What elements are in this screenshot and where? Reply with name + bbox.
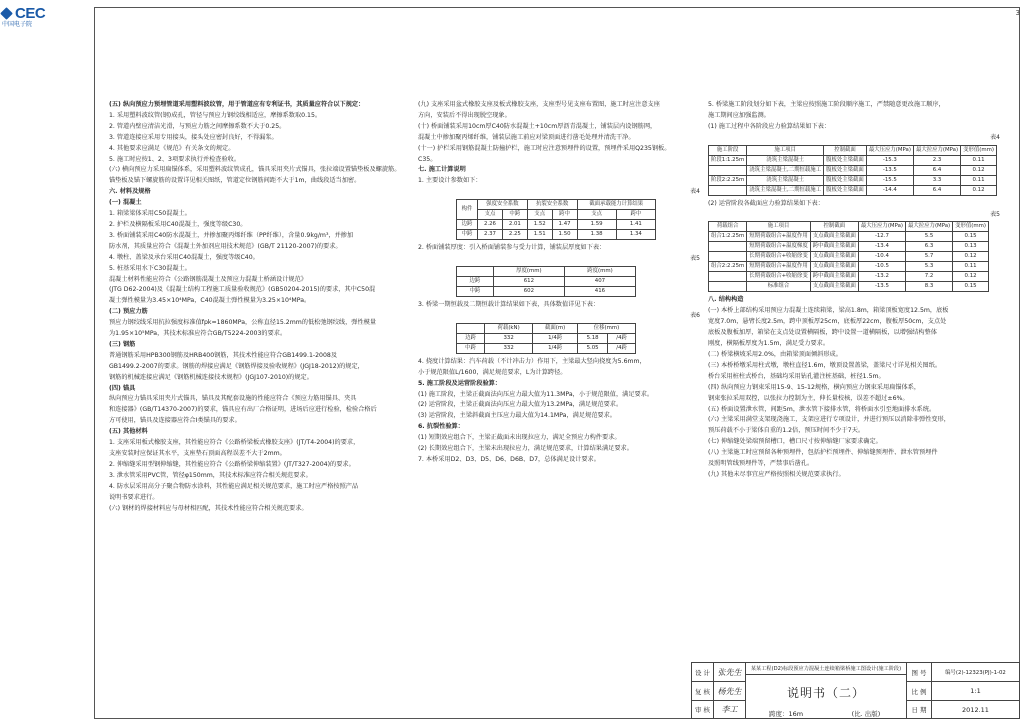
table-cell: 1/4跨 xyxy=(533,333,578,343)
paragraph-line: (一) 混凝土 xyxy=(109,199,142,207)
title-block xyxy=(691,662,1020,719)
table-cell: 荷载组合 xyxy=(709,222,747,232)
span-label: 跨度：16m xyxy=(768,709,804,718)
paragraph-line: 2. 管道内壁应清洁光滑，与预应力筋之间摩擦系数不大于0.25。 xyxy=(109,122,286,130)
paragraph-line: (1) 施工过程中各阶段应力验算结果如下表： xyxy=(708,122,831,130)
paragraph-line: 2. 桥面铺装厚度：引入桥面铺装参与受力计算，铺装层厚度如下表： xyxy=(418,244,606,252)
table-cell: 5.3 xyxy=(905,262,952,272)
table-cell: 抗裂安全系数 xyxy=(527,200,577,210)
scale-label: (比. 出版) xyxy=(851,709,881,718)
table-cell: -13.4 xyxy=(858,242,905,252)
table-cell: 长期荷载组合+收缩徐变 xyxy=(747,272,810,282)
table-cell: 支点截面主梁截面 xyxy=(810,282,858,292)
paragraph-line: 防水剂，其质量应符合《混凝土外加剂应用技术规范》(GB/T 21120-2007)的要求。 xyxy=(109,242,342,250)
paragraph-line: 和连接器》(GB/T14370-2007)的要求，锚具应有出厂合格证明，进场后应进行检验，检验合格后 xyxy=(109,406,377,414)
table-cell: 支点截面主梁截面 xyxy=(810,262,858,272)
table-cell: 中跨 xyxy=(457,230,478,240)
table-cell: 标准组合 xyxy=(747,282,810,292)
paragraph-line: (三) 本桥桥墩采用柱式墩，墩柱直径1.6m，墩顶设置盖梁，盖梁尺寸详见相关图纸。 xyxy=(708,361,942,369)
table-cell: 0.15 xyxy=(953,282,989,292)
table-cell: 支点截面主梁截面 xyxy=(810,232,858,242)
paragraph-line: (十一) 护栏采用钢筋混凝土防撞护栏，施工时应注意预埋件的设置，预埋件采用Q235钢板。 xyxy=(418,144,671,152)
table-cell: 1/4跨 xyxy=(533,343,578,353)
table-cell: 2.25 xyxy=(502,230,527,240)
table-cell: 2.37 xyxy=(478,230,503,240)
table-header-row xyxy=(457,266,636,276)
paragraph-line: 说明书要求进行。 xyxy=(109,493,159,501)
table-cell: 2.01 xyxy=(502,220,527,230)
table-row xyxy=(709,175,997,185)
paragraph-line: (2) 长期效应组合下，主梁未出现拉应力，满足规范要求，计算结果满足要求。 xyxy=(418,445,633,453)
construction-stage-table xyxy=(708,145,997,196)
table-cell: 0.11 xyxy=(961,155,997,165)
table-cell: -13.5 xyxy=(858,282,905,292)
label-date: 日 期 xyxy=(906,701,932,718)
paragraph-line: 5. 桩基采用水下C30混凝土。 xyxy=(109,264,191,272)
drawing-number: 编号(2)-12323(PJ)-1-02 xyxy=(932,663,1019,682)
table-cell: 变形值(mm) xyxy=(953,222,989,232)
table-cell: /4跨 xyxy=(608,343,636,353)
table-cell xyxy=(709,272,747,282)
table-row xyxy=(457,276,636,286)
table-cell: 中跨 xyxy=(502,210,527,220)
paragraph-line: 为1.95×10⁵MPa，其技术标准应符合GB/T5224-2003的要求。 xyxy=(109,330,287,338)
paragraph-line: 及照明管线预埋件等，严禁事后凿孔。 xyxy=(708,460,814,468)
table-cell: 跨中 xyxy=(616,210,655,220)
paragraph-line: 普通钢筋采用HPB300钢筋及HRB400钢筋，其技术性能应符合GB1499.1-2008及 xyxy=(109,351,338,359)
paragraph-line: C35。 xyxy=(418,155,437,163)
paragraph-line: 六. 材料及规格 xyxy=(109,188,151,196)
table-cell: 支点 xyxy=(478,210,503,220)
table-header-row xyxy=(457,210,656,220)
project-name: 某某工程(D2)标段预应力混凝土连续箱梁桥施工图设计(施工阶段) xyxy=(746,663,906,675)
paragraph-line: 4. 其他要求应满足《规范》有关条文的规定。 xyxy=(109,144,235,152)
paragraph-line: 钢束张拉采用双控，以张拉力控制为主，伸长量校核，误差不超过±6%。 xyxy=(708,394,909,402)
table-cell: -15.5 xyxy=(866,175,913,185)
table-cell: 截面(m) xyxy=(533,323,578,333)
table-cell: 跨中截面主梁截面 xyxy=(810,272,858,282)
table-cell: 荷载(kN) xyxy=(485,323,533,333)
paragraph-line: 5. 施工阶段及运营阶段验算： xyxy=(418,379,502,387)
table-caption: 表5 xyxy=(690,255,700,263)
table-cell: 浇筑主梁混凝土 xyxy=(747,175,824,185)
paragraph-line: 七. 施工计算说明 xyxy=(418,166,466,174)
paragraph-line: 1. 采用塑料波纹管(钢)成孔，管径与预应力钢绞线相适应，摩擦系数取0.15。 xyxy=(109,111,322,119)
paragraph-line: 底板及腹板加厚，箱梁在支点处设置横隔板，跨中设置一道横隔板，以增强结构整体 xyxy=(708,329,937,337)
table-caption: 表5 xyxy=(990,210,1000,218)
table-cell: 0.12 xyxy=(961,165,997,175)
table-cell: 中跨 xyxy=(457,286,494,296)
table-header-row xyxy=(457,323,636,333)
signature-design: 张先生 xyxy=(714,663,746,682)
table-cell: 浇筑主梁混凝土,二期恒载施工 xyxy=(747,185,824,195)
paragraph-line: (二) 桥梁横坡采用2.0%，由箱梁顶面倾斜形成。 xyxy=(708,350,842,358)
paragraph-line: (六) 主梁采用满堂支架现浇施工，支架应进行专项设计，并进行预压以消除非弹性变形， xyxy=(708,416,950,424)
table-cell: 5.05 xyxy=(578,343,608,353)
table-cell: -13.2 xyxy=(858,272,905,282)
table-cell: 支点 xyxy=(527,210,552,220)
table-cell: 3.3 xyxy=(913,175,960,185)
table-header-row xyxy=(709,222,989,232)
table-cell: 2.26 xyxy=(478,220,503,230)
signature-check: 杨先生 xyxy=(714,682,746,701)
paragraph-line: 3. 桥梁一期恒载及二期恒载计算结果如下表，具体数值详见下表： xyxy=(418,300,600,308)
paragraph-line: (八) 主梁施工时应预留各种预埋件，包括护栏预埋件、伸缩缝预埋件、泄水管预埋件 xyxy=(708,449,938,457)
paragraph-line: 混凝土中掺加聚丙烯纤维，铺装层施工前应对梁顶面进行凿毛处理并清洗干净。 xyxy=(418,133,635,141)
table-cell: 短期荷载组合+温度作用 xyxy=(747,262,810,272)
paragraph-line: 宽度7.0m，悬臂长度2.5m，跨中顶板厚25cm，底板厚22cm，腹板厚50cm，支点处 xyxy=(708,318,947,326)
table-cell xyxy=(457,323,485,333)
table-cell: 416 xyxy=(564,286,635,296)
table-cell xyxy=(709,252,747,262)
table-cell: 组合1:2.25m xyxy=(709,232,747,242)
table-cell: 最大拉应力(MPa) xyxy=(913,145,960,155)
table-row xyxy=(709,155,997,165)
table-cell: 7.2 xyxy=(905,272,952,282)
load-table xyxy=(456,323,636,354)
table-cell: 612 xyxy=(493,276,564,286)
paragraph-line: 刚度，横隔板厚度为1.5m，满足受力要求。 xyxy=(708,340,830,348)
table-caption: 表6 xyxy=(690,311,700,319)
drawing-title: 说明书（二） xyxy=(786,685,865,700)
paragraph-line: 预应力钢绞线采用抗拉强度标准值fpk=1860MPa，公称直径15.2mm的低松弛钢绞线，弹性模量 xyxy=(109,319,377,327)
table-cell: 1.52 xyxy=(527,220,552,230)
label-scale: 比 例 xyxy=(906,682,932,701)
paragraph-line: (1) 短期效应组合下，主梁正截面未出现拉应力，满足全预应力构件要求。 xyxy=(418,434,621,442)
table-cell xyxy=(709,185,747,195)
paragraph-line: 6. 抗裂性验算： xyxy=(418,423,464,431)
table-cell: 1.50 xyxy=(552,230,577,240)
paragraph-line: (四) 锚具 xyxy=(109,384,136,392)
table-cell: 602 xyxy=(493,286,564,296)
table-cell: 跨中 xyxy=(552,210,577,220)
paragraph-line: 纵向预应力锚具采用夹片式锚具，锚具及其配套设施的性能应符合《预应力筋用锚具、夹具 xyxy=(109,395,357,403)
paragraph-line: (1) 施工阶段，主梁正截面法向压应力最大值为11.3MPa，小于规范限值，满足要求。 xyxy=(418,390,654,398)
paragraph-line: (七) 伸缩缝处梁端预留槽口，槽口尺寸按伸缩缝厂家要求确定。 xyxy=(708,438,882,446)
table-cell: 332 xyxy=(485,343,533,353)
paragraph-line: 小于规范限值L/1600，满足规范要求，L为计算跨径。 xyxy=(418,368,567,376)
table-cell: 边跨 xyxy=(457,276,494,286)
table-cell: 0.15 xyxy=(953,232,989,242)
table-cell: 0.11 xyxy=(953,262,989,272)
paragraph-line: 1. 主要设计参数如下： xyxy=(418,177,482,185)
paragraph-line: 4. 墩柱、盖梁及承台采用C40混凝土，强度等级C40。 xyxy=(109,253,259,261)
operation-stage-table xyxy=(708,221,989,292)
table-cell: 强度安全系数 xyxy=(478,200,528,210)
paragraph-line: 钢筋的机械连接应满足《钢筋机械连接技术规程》(JGJ107-2010)的规定。 xyxy=(109,373,313,381)
table-cell: -14.4 xyxy=(866,185,913,195)
paragraph-line: 锚垫板及锚下螺旋筋的设置详见相关图纸，管道定位钢筋间距不大于1m，曲线段适当加密。 xyxy=(109,177,361,185)
paragraph-line: (九) 其他未尽事宜应严格按照相关规范要求执行。 xyxy=(708,470,845,478)
table-cell: 腹板处主梁截面 xyxy=(824,155,867,165)
table-cell: 厚度(mm) xyxy=(493,266,564,276)
paragraph-line: 3. 管道连接应采用专用接头，接头处应密封良好，不得漏浆。 xyxy=(109,133,278,141)
table-cell xyxy=(709,282,747,292)
table-cell xyxy=(709,165,747,175)
page-number: 3 xyxy=(1015,9,1020,17)
label-review: 审 核 xyxy=(692,701,714,718)
logo-subtitle: 中国电子院 xyxy=(2,21,33,28)
table-row xyxy=(709,185,997,195)
table-cell: 中跨 xyxy=(457,343,485,353)
paragraph-line: 2. 伸缩缝采用型钢伸缩缝，其性能应符合《公路桥梁伸缩装置》(JT/T327-2004)的要求。 xyxy=(109,460,355,468)
paragraph-line: 7. 本桥采用D2、D3、D5、D6、D6B、D7，总体满足设计要求。 xyxy=(418,455,600,463)
text-column-middle xyxy=(418,100,708,610)
table-cell: 浇筑主梁混凝土,二期恒载施工 xyxy=(747,165,824,175)
design-params-table xyxy=(456,199,656,240)
table-cell: 1.59 xyxy=(577,220,616,230)
table-cell: 腹板处主梁截面 xyxy=(824,165,867,175)
paragraph-line: 5. 施工时应按1、2、3项要求执行并检查验收。 xyxy=(109,155,241,163)
table-row xyxy=(709,282,989,292)
paragraph-line: (六) 钢材的焊接材料应与母材相匹配，其技术性能应符合相关规范要求。 xyxy=(109,504,308,512)
table-cell: 施工阶段 xyxy=(709,145,747,155)
table-cell: 施工项目 xyxy=(747,222,810,232)
table-cell: 407 xyxy=(564,276,635,286)
paragraph-line: GB1499.2-2007的要求。钢筋的焊接应满足《钢筋焊接及验收规程》(JGJ18-2012)的规定， xyxy=(109,362,364,370)
table-cell: 短期荷载组合+温度梯度 xyxy=(747,242,810,252)
table-cell: 组合2:2.25m xyxy=(709,262,747,272)
paragraph-line: 施工期间应加强监测。 xyxy=(708,111,770,119)
paragraph-line: 支座安装时应保证其水平，支座垫石顶面高程误差不大于2mm。 xyxy=(109,450,286,457)
table-cell: /4跨 xyxy=(608,333,636,343)
paragraph-line: 预压荷载不小于梁体自重的1.2倍，预压时间不少于7天。 xyxy=(708,427,865,435)
table-cell: 0.12 xyxy=(953,272,989,282)
table-row xyxy=(457,230,656,240)
table-cell: 跨中截面主梁截面 xyxy=(810,242,858,252)
label-drawing-no: 图 号 xyxy=(906,663,932,682)
label-design: 设 计 xyxy=(692,663,714,682)
table-caption: 表4 xyxy=(690,188,700,196)
table-cell: 边跨 xyxy=(457,220,478,230)
paragraph-line: (六) 横向预应力采用扁锚体系，采用塑料波纹管成孔，锚具采用夹片式锚具，张拉端设置锚垫板及螺旋筋。 xyxy=(109,166,401,174)
table-row xyxy=(709,165,997,175)
table-row xyxy=(709,262,989,272)
table-row xyxy=(457,220,656,230)
table-cell: 腹板处主梁截面 xyxy=(824,175,867,185)
table-cell: 最大压应力(MPa) xyxy=(858,222,905,232)
paragraph-line: 4. 挠度计算结果：汽车荷载（不计冲击力）作用下，主梁最大竖向挠度为5.6mm， xyxy=(418,357,646,365)
table-cell: 0.12 xyxy=(961,185,997,195)
paragraph-line: (四) 纵向预应力钢束采用15-9、15-12规格，横向预应力钢束采用扁锚体系， xyxy=(708,383,921,391)
table-cell: 控制截面 xyxy=(810,222,858,232)
table-cell: 截面承载能力计算结果 xyxy=(577,200,656,210)
table-cell: 短期荷载组合+温度作用 xyxy=(747,232,810,242)
text-column-left xyxy=(109,100,409,645)
paragraph-line: 方可使用，锚具及连接器应符合I类锚具的要求。 xyxy=(109,417,241,425)
table-cell: 5.18 xyxy=(578,333,608,343)
table-cell: -10.5 xyxy=(858,262,905,272)
table-cell: 阶段1:1.25m xyxy=(709,155,747,165)
paragraph-line: 桥台采用桩柱式桥台，基础均采用钻孔灌注桩基础，桩径1.5m。 xyxy=(708,372,885,380)
table-cell: -13.5 xyxy=(866,165,913,175)
table-cell: 2.3 xyxy=(913,155,960,165)
table-cell: 1.51 xyxy=(527,230,552,240)
table-header-row xyxy=(709,145,997,155)
table-cell: 6.3 xyxy=(905,242,952,252)
table-cell: 5.5 xyxy=(905,232,952,242)
table-cell: 最大压应力(MPa) xyxy=(866,145,913,155)
table-cell: 控制截面 xyxy=(824,145,867,155)
table-cell: 5.7 xyxy=(905,252,952,262)
table-cell: 0.13 xyxy=(953,242,989,252)
paragraph-line: 混凝土材料性能应符合《公路钢筋混凝土及预应力混凝土桥涵设计规范》 xyxy=(109,275,307,283)
table-cell: 构件 xyxy=(457,200,478,220)
paragraph-line: 2. 护栏及横隔板采用C40混凝土，强度等级C30。 xyxy=(109,220,247,228)
table-cell: 浇筑主梁混凝土 xyxy=(747,155,824,165)
table-header-row xyxy=(457,200,656,210)
table-row xyxy=(709,252,989,262)
table-cell: 0.11 xyxy=(961,175,997,185)
table-caption: 表4 xyxy=(990,133,1000,141)
paragraph-line: (JTG D62-2004)及《混凝土结构工程施工质量验收规范》(GB50204-2015)的要求，其中C50混 xyxy=(109,286,376,294)
paragraph-line: 1. 支座采用板式橡胶支座，其性能应符合《公路桥梁板式橡胶支座》(JT/T4-2004)的要求， xyxy=(109,439,360,447)
company-logo xyxy=(2,6,46,36)
table-cell: 最大拉应力(MPa) xyxy=(905,222,952,232)
table-cell: 1.38 xyxy=(577,230,616,240)
paragraph-line: (五) 纵向预应力预埋管道采用塑料波纹管，用于管道应有专利证书，其质量应符合以下规定： xyxy=(109,101,365,108)
table-cell: 1.34 xyxy=(616,230,655,240)
logo-text: CEC xyxy=(15,5,46,22)
table-cell: 6.4 xyxy=(913,165,960,175)
table-cell: 332 xyxy=(485,333,533,343)
paragraph-line: 3. 泄水管采用PVC管，管径φ150mm，其技术标准应符合相关规范要求。 xyxy=(109,471,312,479)
table-cell: 支点截面主梁截面 xyxy=(810,252,858,262)
table-cell xyxy=(709,242,747,252)
text-column-right xyxy=(708,100,1008,650)
table-cell: -10.4 xyxy=(858,252,905,262)
logo-mark-icon xyxy=(0,7,13,20)
scale-value: 1:1 xyxy=(932,682,1019,701)
paragraph-line: (九) 支座采用盆式橡胶支座及板式橡胶支座，支座型号见支座布置图，施工时应注意支座 xyxy=(418,101,660,108)
paragraph-line: (三) 钢筋 xyxy=(109,340,136,348)
signature-review: 李工 xyxy=(714,701,746,718)
paragraph-line: 1. 箱梁梁体采用C50混凝土。 xyxy=(109,210,191,218)
table-cell: 长期荷载组合+收缩徐变 xyxy=(747,252,810,262)
table-cell: -15.3 xyxy=(866,155,913,165)
table-row xyxy=(457,343,636,353)
paragraph-line: (2) 运营阶段各截面应力验算结果如下表： xyxy=(708,199,824,207)
paragraph-line: (3) 运营阶段，主梁斜截面主压应力最大值为14.1MPa，满足规范要求。 xyxy=(418,412,616,420)
date-value: 2012.11 xyxy=(962,705,989,714)
paragraph-line: (一) 本桥上部结构采用预应力混凝土连续箱梁，梁高1.8m，箱梁顶板宽度12.5m，底板 xyxy=(708,307,949,315)
table-cell: 6.4 xyxy=(913,185,960,195)
table-cell: 阶段2:2.25m xyxy=(709,175,747,185)
paragraph-line: (十) 桥面铺装采用10cm厚C40防水混凝土+10cm厚沥青混凝土，铺装层内设钢筋网， xyxy=(418,122,657,130)
paragraph-line: (五) 桥面设置泄水管，间距5m，泄水管下接排水管，将桥面水引至地面排水系统。 xyxy=(708,405,936,413)
table-cell: 边跨 xyxy=(457,333,485,343)
table-cell: 0.12 xyxy=(953,252,989,262)
table-row xyxy=(709,232,989,242)
table-cell: 支点 xyxy=(577,210,616,220)
table-cell: 1.41 xyxy=(616,220,655,230)
table-row xyxy=(457,286,636,296)
table-row xyxy=(709,272,989,282)
paragraph-line: 4. 防水层采用高分子聚合物防水涂料，其性能应满足相关规范要求，施工时应严格按照产品 xyxy=(109,482,359,490)
paragraph-line: 方向，安装后不得出现脱空现象。 xyxy=(418,111,511,119)
label-check: 复 核 xyxy=(692,682,714,701)
table-cell: 1.47 xyxy=(552,220,577,230)
table-row xyxy=(457,333,636,343)
paragraph-line: (2) 运营阶段，主梁正截面法向压应力最大值为13.2MPa，满足规范要求。 xyxy=(418,401,623,409)
paragraph-line: (五) 其他材料 xyxy=(109,428,148,436)
table-cell: 腹板处主梁截面 xyxy=(824,185,867,195)
pavement-table xyxy=(456,266,636,297)
table-cell: 位移(mm) xyxy=(578,323,636,333)
paragraph-line: 八. 结构构造 xyxy=(708,296,744,304)
paragraph-line: 3. 桥面铺装采用C40防水混凝土，并掺加聚丙烯纤维（PP纤维），含量0.9kg/m³，并掺加 xyxy=(109,231,354,239)
table-cell: -12.7 xyxy=(858,232,905,242)
paragraph-line: 5. 桥梁施工阶段划分如下表，主梁应按照施工阶段顺序施工，严禁随意更改施工顺序， xyxy=(708,101,945,108)
paragraph-line: (二) 预应力筋 xyxy=(109,308,148,316)
table-cell: 变形值(mm) xyxy=(961,145,997,155)
table-cell: 8.3 xyxy=(905,282,952,292)
table-row xyxy=(709,242,989,252)
table-cell: 跨度(mm) xyxy=(564,266,635,276)
table-cell xyxy=(457,266,494,276)
table-cell: 施工项目 xyxy=(747,145,824,155)
paragraph-line: 凝土弹性模量为3.45×10⁴MPa，C40混凝土弹性模量为3.25×10⁴MPa。 xyxy=(109,297,311,305)
